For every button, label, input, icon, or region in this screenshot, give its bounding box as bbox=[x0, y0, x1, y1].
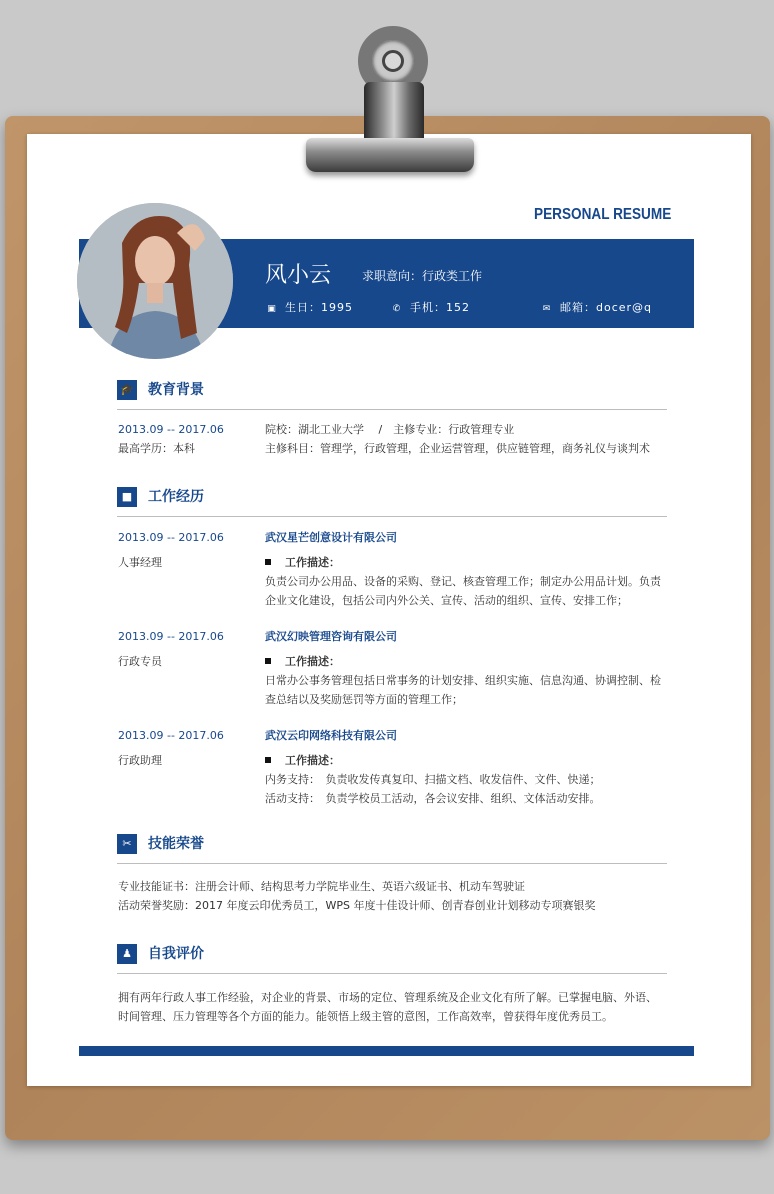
work-desc-line: 内务支持： 负责收发传真复印、扫描文档、收发信件、文件、快递； bbox=[265, 773, 601, 786]
binder-clip-icon bbox=[300, 20, 480, 180]
work-desc-line: 活动支持： 负责学校员工活动，各会议安排、组织、文体活动安排。 bbox=[265, 792, 601, 805]
work-desc-line: 查总结以及奖励惩罚等方面的管理工作； bbox=[265, 693, 463, 706]
person-icon: ♟ bbox=[117, 944, 137, 964]
work-desc-label: 工作描述： bbox=[265, 652, 340, 671]
work-desc-line: 负责公司办公用品、设备的采购、登记、核查管理工作；制定办公用品计划。负责 bbox=[265, 575, 661, 588]
footer-bar bbox=[79, 1046, 694, 1056]
section-title: 自我评价 bbox=[148, 946, 204, 962]
phone-icon: ✆ bbox=[392, 304, 402, 314]
work-desc-line: 日常办公事务管理包括日常事务的计划安排、组织实施、信息沟通、协调控制、检 bbox=[265, 674, 661, 687]
mail-icon: ✉ bbox=[542, 304, 552, 314]
edu-courses: 主修科目：管理学，行政管理，企业运营管理，供应链管理，商务礼仪与谈判术 bbox=[265, 442, 650, 455]
work-date: 2013.09 -- 2017.06 bbox=[118, 630, 224, 643]
work-desc-label: 工作描述： bbox=[265, 751, 340, 770]
edu-school: 院校：湖北工业大学 / 主修专业：行政管理专业 bbox=[265, 423, 515, 436]
edu-degree: 最高学历：本科 bbox=[118, 442, 195, 455]
work-section-header bbox=[117, 487, 667, 517]
skills-line: 专业技能证书：注册会计师、结构思考力学院毕业生、英语六级证书、机动车驾驶证 bbox=[118, 880, 525, 893]
edu-date: 2013.09 -- 2017.06 bbox=[118, 423, 224, 436]
honors-line: 活动荣誉奖励：2017 年度云印优秀员工，WPS 年度十佳设计师、创青春创业计划移动专项赛银奖 bbox=[118, 899, 596, 912]
work-company: 武汉幻映管理咨询有限公司 bbox=[265, 630, 397, 643]
phone-info: ✆ 手机：152 bbox=[392, 301, 470, 314]
birth-info: ▣ 生日：1995 bbox=[267, 301, 353, 314]
self-section-header bbox=[117, 944, 667, 974]
graduation-cap-icon: 🎓 bbox=[117, 380, 137, 400]
skills-section-header bbox=[117, 834, 667, 864]
calendar-icon: ▣ bbox=[267, 304, 277, 314]
self-line: 拥有两年行政人事工作经验，对企业的背景、市场的定位、管理系统及企业文化有所了解。已掌握电脑、外语、 bbox=[118, 991, 657, 1004]
work-company: 武汉星芒创意设计有限公司 bbox=[265, 531, 397, 544]
job-intent: 求职意向：行政类工作 bbox=[362, 269, 483, 283]
work-role: 行政助理 bbox=[118, 754, 162, 767]
email-info: ✉ 邮箱：docer@q bbox=[542, 301, 653, 314]
briefcase-icon: ■ bbox=[117, 487, 137, 507]
education-section-header bbox=[117, 380, 667, 410]
self-line: 时间管理、压力管理等各个方面的能力。能领悟上级主管的意图，工作高效率，曾获得年度优秀员工。 bbox=[118, 1010, 613, 1023]
resume-heading: PERSONAL RESUME bbox=[534, 206, 672, 223]
bullet-icon bbox=[265, 757, 271, 763]
candidate-name: 风小云 bbox=[265, 263, 332, 288]
section-title: 教育背景 bbox=[148, 382, 204, 398]
work-desc-line: 企业文化建设，包括公司内外公关、宣传、活动的组织、宣传、安排工作； bbox=[265, 594, 628, 607]
section-title: 技能荣誉 bbox=[148, 836, 204, 852]
section-title: 工作经历 bbox=[148, 489, 204, 505]
work-date: 2013.09 -- 2017.06 bbox=[118, 729, 224, 742]
work-desc-label: 工作描述： bbox=[265, 553, 340, 572]
work-date: 2013.09 -- 2017.06 bbox=[118, 531, 224, 544]
tools-icon: ✂ bbox=[117, 834, 137, 854]
work-role: 人事经理 bbox=[118, 556, 162, 569]
work-company: 武汉云印网络科技有限公司 bbox=[265, 729, 397, 742]
profile-photo bbox=[77, 203, 233, 359]
work-role: 行政专员 bbox=[118, 655, 162, 668]
bullet-icon bbox=[265, 559, 271, 565]
bullet-icon bbox=[265, 658, 271, 664]
